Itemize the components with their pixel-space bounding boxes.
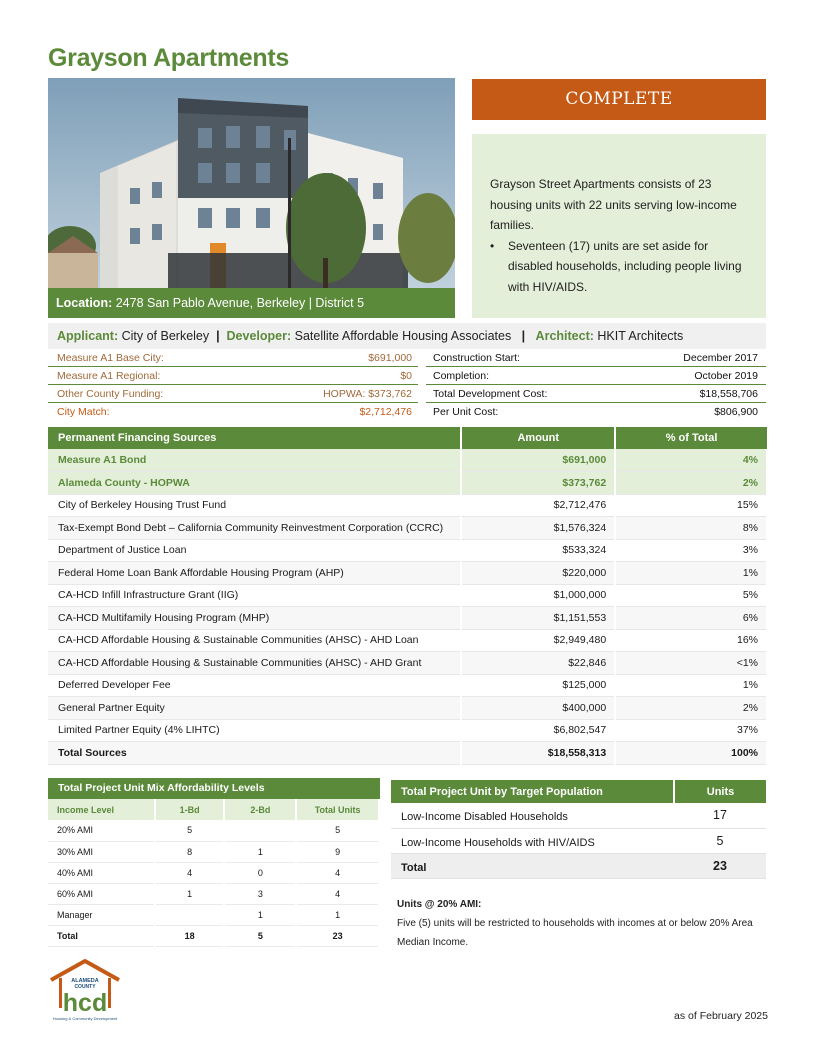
logo-mark: hcd (62, 989, 108, 1017)
funding-label: City Match: (57, 406, 110, 418)
table-cell: 1 (155, 883, 225, 904)
table-cell-pct: 5% (615, 584, 767, 607)
summary-label: Total Development Cost: (433, 387, 548, 400)
applicant-label: Applicant: (57, 329, 119, 343)
table-cell: 4 (155, 862, 225, 883)
table-cell-source: General Partner Equity (48, 697, 461, 720)
total-cell: 18 (155, 925, 225, 946)
table-cell (155, 904, 225, 925)
table-cell-source: City of Berkeley Housing Trust Fund (48, 494, 461, 517)
table-cell: 0 (224, 862, 296, 883)
table-cell-amount: $691,000 (461, 449, 615, 472)
total-cell-source: Total Sources (48, 742, 461, 765)
table-header-row (48, 799, 379, 820)
funding-summary (48, 349, 418, 421)
separator: | (521, 329, 526, 343)
table-row (48, 449, 767, 472)
table-row (48, 904, 379, 925)
table-cell-amount: $533,324 (461, 539, 615, 562)
total-cell: 23 (674, 853, 766, 878)
project-summary (426, 349, 766, 421)
summary-value: October 2019 (694, 369, 758, 382)
table-cell: 4 (296, 862, 379, 883)
table-cell: 30% AMI (48, 841, 155, 862)
table-row (48, 697, 767, 720)
table-row (48, 674, 767, 697)
developer-value: Satellite Affordable Housing Associates (294, 329, 512, 343)
summary-value: $806,900 (714, 406, 758, 418)
table-cell-pct: 37% (615, 719, 767, 742)
table-cell-source: CA-HCD Affordable Housing & Sustainable Communities (AHSC) - AHD Grant (48, 652, 461, 675)
table-cell-source: CA-HCD Infill Infrastructure Grant (IIG) (48, 584, 461, 607)
permanent-financing-table (48, 427, 768, 765)
table-cell-source: Deferred Developer Fee (48, 674, 461, 697)
table-cell-pct: 3% (615, 539, 767, 562)
logo-tagline: Housing & Community Development (52, 1016, 118, 1021)
location-bar (48, 288, 455, 318)
table-header-row (391, 780, 766, 803)
table-row (48, 562, 767, 585)
table-cell: Low-Income Households with HIV/AIDS (391, 828, 674, 853)
table-row (48, 883, 379, 904)
table-cell: 60% AMI (48, 883, 155, 904)
table-row (48, 841, 379, 862)
architect-value: HKIT Architects (597, 329, 684, 343)
table-row (48, 719, 767, 742)
table-row (48, 472, 767, 495)
separator: | (216, 329, 220, 343)
table-cell-amount: $400,000 (461, 697, 615, 720)
unit-mix-table (48, 799, 380, 947)
applicant-bar (48, 323, 766, 349)
table-cell: 20% AMI (48, 820, 155, 841)
table-cell-source: Measure A1 Bond (48, 449, 461, 472)
table-cell-source: Limited Partner Equity (4% LIHTC) (48, 719, 461, 742)
table-cell-source: Department of Justice Loan (48, 539, 461, 562)
table-cell-pct: 1% (615, 562, 767, 585)
funding-row (48, 349, 418, 367)
column-header: Permanent Financing Sources (48, 427, 461, 449)
table-cell-pct: 8% (615, 517, 767, 540)
summary-label: Construction Start: (433, 351, 520, 364)
table-cell-amount: $1,151,553 (461, 607, 615, 630)
table-cell-source: CA-HCD Affordable Housing & Sustainable Communities (AHSC) - AHD Loan (48, 629, 461, 652)
table-cell-source: Alameda County - HOPWA (48, 472, 461, 495)
table-cell-source: CA-HCD Multifamily Housing Program (MHP) (48, 607, 461, 630)
summary-label: Per Unit Cost: (433, 406, 499, 418)
table-cell-pct: 15% (615, 494, 767, 517)
location-text: 2478 San Pablo Avenue, Berkeley | District 5 (115, 296, 365, 310)
total-cell: Total (391, 853, 674, 878)
total-cell: Total (48, 925, 155, 946)
table-total-row (391, 853, 766, 878)
summary-value: December 2017 (683, 351, 758, 364)
table-row (48, 539, 767, 562)
table-cell-amount: $1,576,324 (461, 517, 615, 540)
table-cell-pct: 2% (615, 697, 767, 720)
table-cell-pct: 16% (615, 629, 767, 652)
table-cell (224, 820, 296, 841)
total-cell: 23 (296, 925, 379, 946)
table-row (48, 607, 767, 630)
column-header: Amount (461, 427, 615, 449)
funding-label: Other County Funding: (57, 387, 164, 400)
architect-label: Architect: (535, 329, 594, 343)
total-cell-amount: $18,558,313 (461, 742, 615, 765)
description-bullet: • Seventeen (17) units are set aside for disabled households, including people living with HIV/AIDS. (490, 236, 746, 298)
funding-value: HOPWA: $373,762 (323, 387, 412, 400)
developer-label: Developer: (226, 329, 292, 343)
summary-row (426, 385, 766, 403)
funding-value: $691,000 (368, 351, 412, 364)
as-of-date: as of February 2025 (674, 1010, 768, 1022)
column-header: 2-Bd (224, 799, 296, 820)
location-label: Location: (56, 296, 113, 310)
applicant-value: City of Berkeley (121, 329, 210, 343)
funding-row (48, 367, 418, 385)
description-intro: Grayson Street Apartments consists of 23 housing units with 22 units serving low-income families. (490, 177, 737, 232)
total-cell-pct: 100% (615, 742, 767, 765)
summary-value: $18,558,706 (699, 387, 758, 400)
summary-row (426, 367, 766, 385)
column-header: Income Level (48, 799, 155, 820)
table-cell-pct: 6% (615, 607, 767, 630)
table-row (48, 517, 767, 540)
table-cell-amount: $22,846 (461, 652, 615, 675)
table-cell: 4 (296, 883, 379, 904)
units-20-heading: Units @ 20% AMI: (397, 899, 482, 910)
logo-line1: ALAMEDA (71, 978, 99, 984)
table-row (48, 584, 767, 607)
funding-row (48, 403, 418, 421)
table-cell-pct: 4% (615, 449, 767, 472)
table-row (391, 803, 766, 828)
table-cell: 3 (224, 883, 296, 904)
units-20-text: Five (5) units will be restricted to households with incomes at or below 20% Area Median Income. (397, 918, 753, 948)
table-cell-amount: $1,000,000 (461, 584, 615, 607)
table-cell-source: Tax-Exempt Bond Debt – California Community Reinvestment Corporation (CCRC) (48, 517, 461, 540)
page-title: Grayson Apartments (48, 44, 289, 72)
table-cell-amount: $2,949,480 (461, 629, 615, 652)
funding-row (48, 385, 418, 403)
table-cell-amount: $125,000 (461, 674, 615, 697)
column-header: % of Total (615, 427, 767, 449)
table-row (48, 862, 379, 883)
funding-value: $2,712,476 (359, 406, 412, 418)
table-row (48, 820, 379, 841)
target-population-table (391, 780, 766, 879)
table-cell-pct: 2% (615, 472, 767, 495)
hcd-logo (47, 958, 123, 1022)
table-total-row (48, 925, 379, 946)
column-header: Total Project Unit by Target Population (391, 780, 674, 803)
table-header-row (48, 427, 767, 449)
total-cell: 5 (224, 925, 296, 946)
description-bullets (490, 236, 746, 298)
table-cell: 8 (155, 841, 225, 862)
logo-line2: COUNTY (74, 984, 96, 990)
table-cell-amount: $373,762 (461, 472, 615, 495)
table-cell-amount: $220,000 (461, 562, 615, 585)
unit-mix-title: Total Project Unit Mix Affordability Levels (48, 778, 380, 799)
table-cell: Manager (48, 904, 155, 925)
table-row (48, 652, 767, 675)
summary-label: Completion: (433, 369, 490, 382)
table-cell: 5 (155, 820, 225, 841)
table-cell-pct: 1% (615, 674, 767, 697)
units-20-note (397, 895, 767, 952)
table-cell: 40% AMI (48, 862, 155, 883)
funding-value: $0 (400, 369, 412, 382)
table-cell: Low-Income Disabled Households (391, 803, 674, 828)
funding-label: Measure A1 Regional: (57, 369, 161, 382)
table-cell: 1 (224, 904, 296, 925)
table-total-row (48, 742, 767, 765)
table-row (391, 828, 766, 853)
building-photo (48, 78, 455, 318)
summary-row (426, 349, 766, 367)
table-row (48, 494, 767, 517)
funding-label: Measure A1 Base City: (57, 351, 164, 364)
table-cell: 1 (224, 841, 296, 862)
table-row (48, 629, 767, 652)
table-cell: 5 (674, 828, 766, 853)
table-cell: 9 (296, 841, 379, 862)
table-cell-source: Federal Home Loan Bank Affordable Housing Program (AHP) (48, 562, 461, 585)
project-description (472, 134, 766, 318)
status-badge: COMPLETE (472, 79, 766, 120)
table-cell: 1 (296, 904, 379, 925)
table-cell-amount: $6,802,547 (461, 719, 615, 742)
table-cell-amount: $2,712,476 (461, 494, 615, 517)
column-header: 1-Bd (155, 799, 225, 820)
summary-row (426, 403, 766, 421)
table-cell-pct: <1% (615, 652, 767, 675)
table-cell: 17 (674, 803, 766, 828)
column-header: Units (674, 780, 766, 803)
column-header: Total Units (296, 799, 379, 820)
table-cell: 5 (296, 820, 379, 841)
